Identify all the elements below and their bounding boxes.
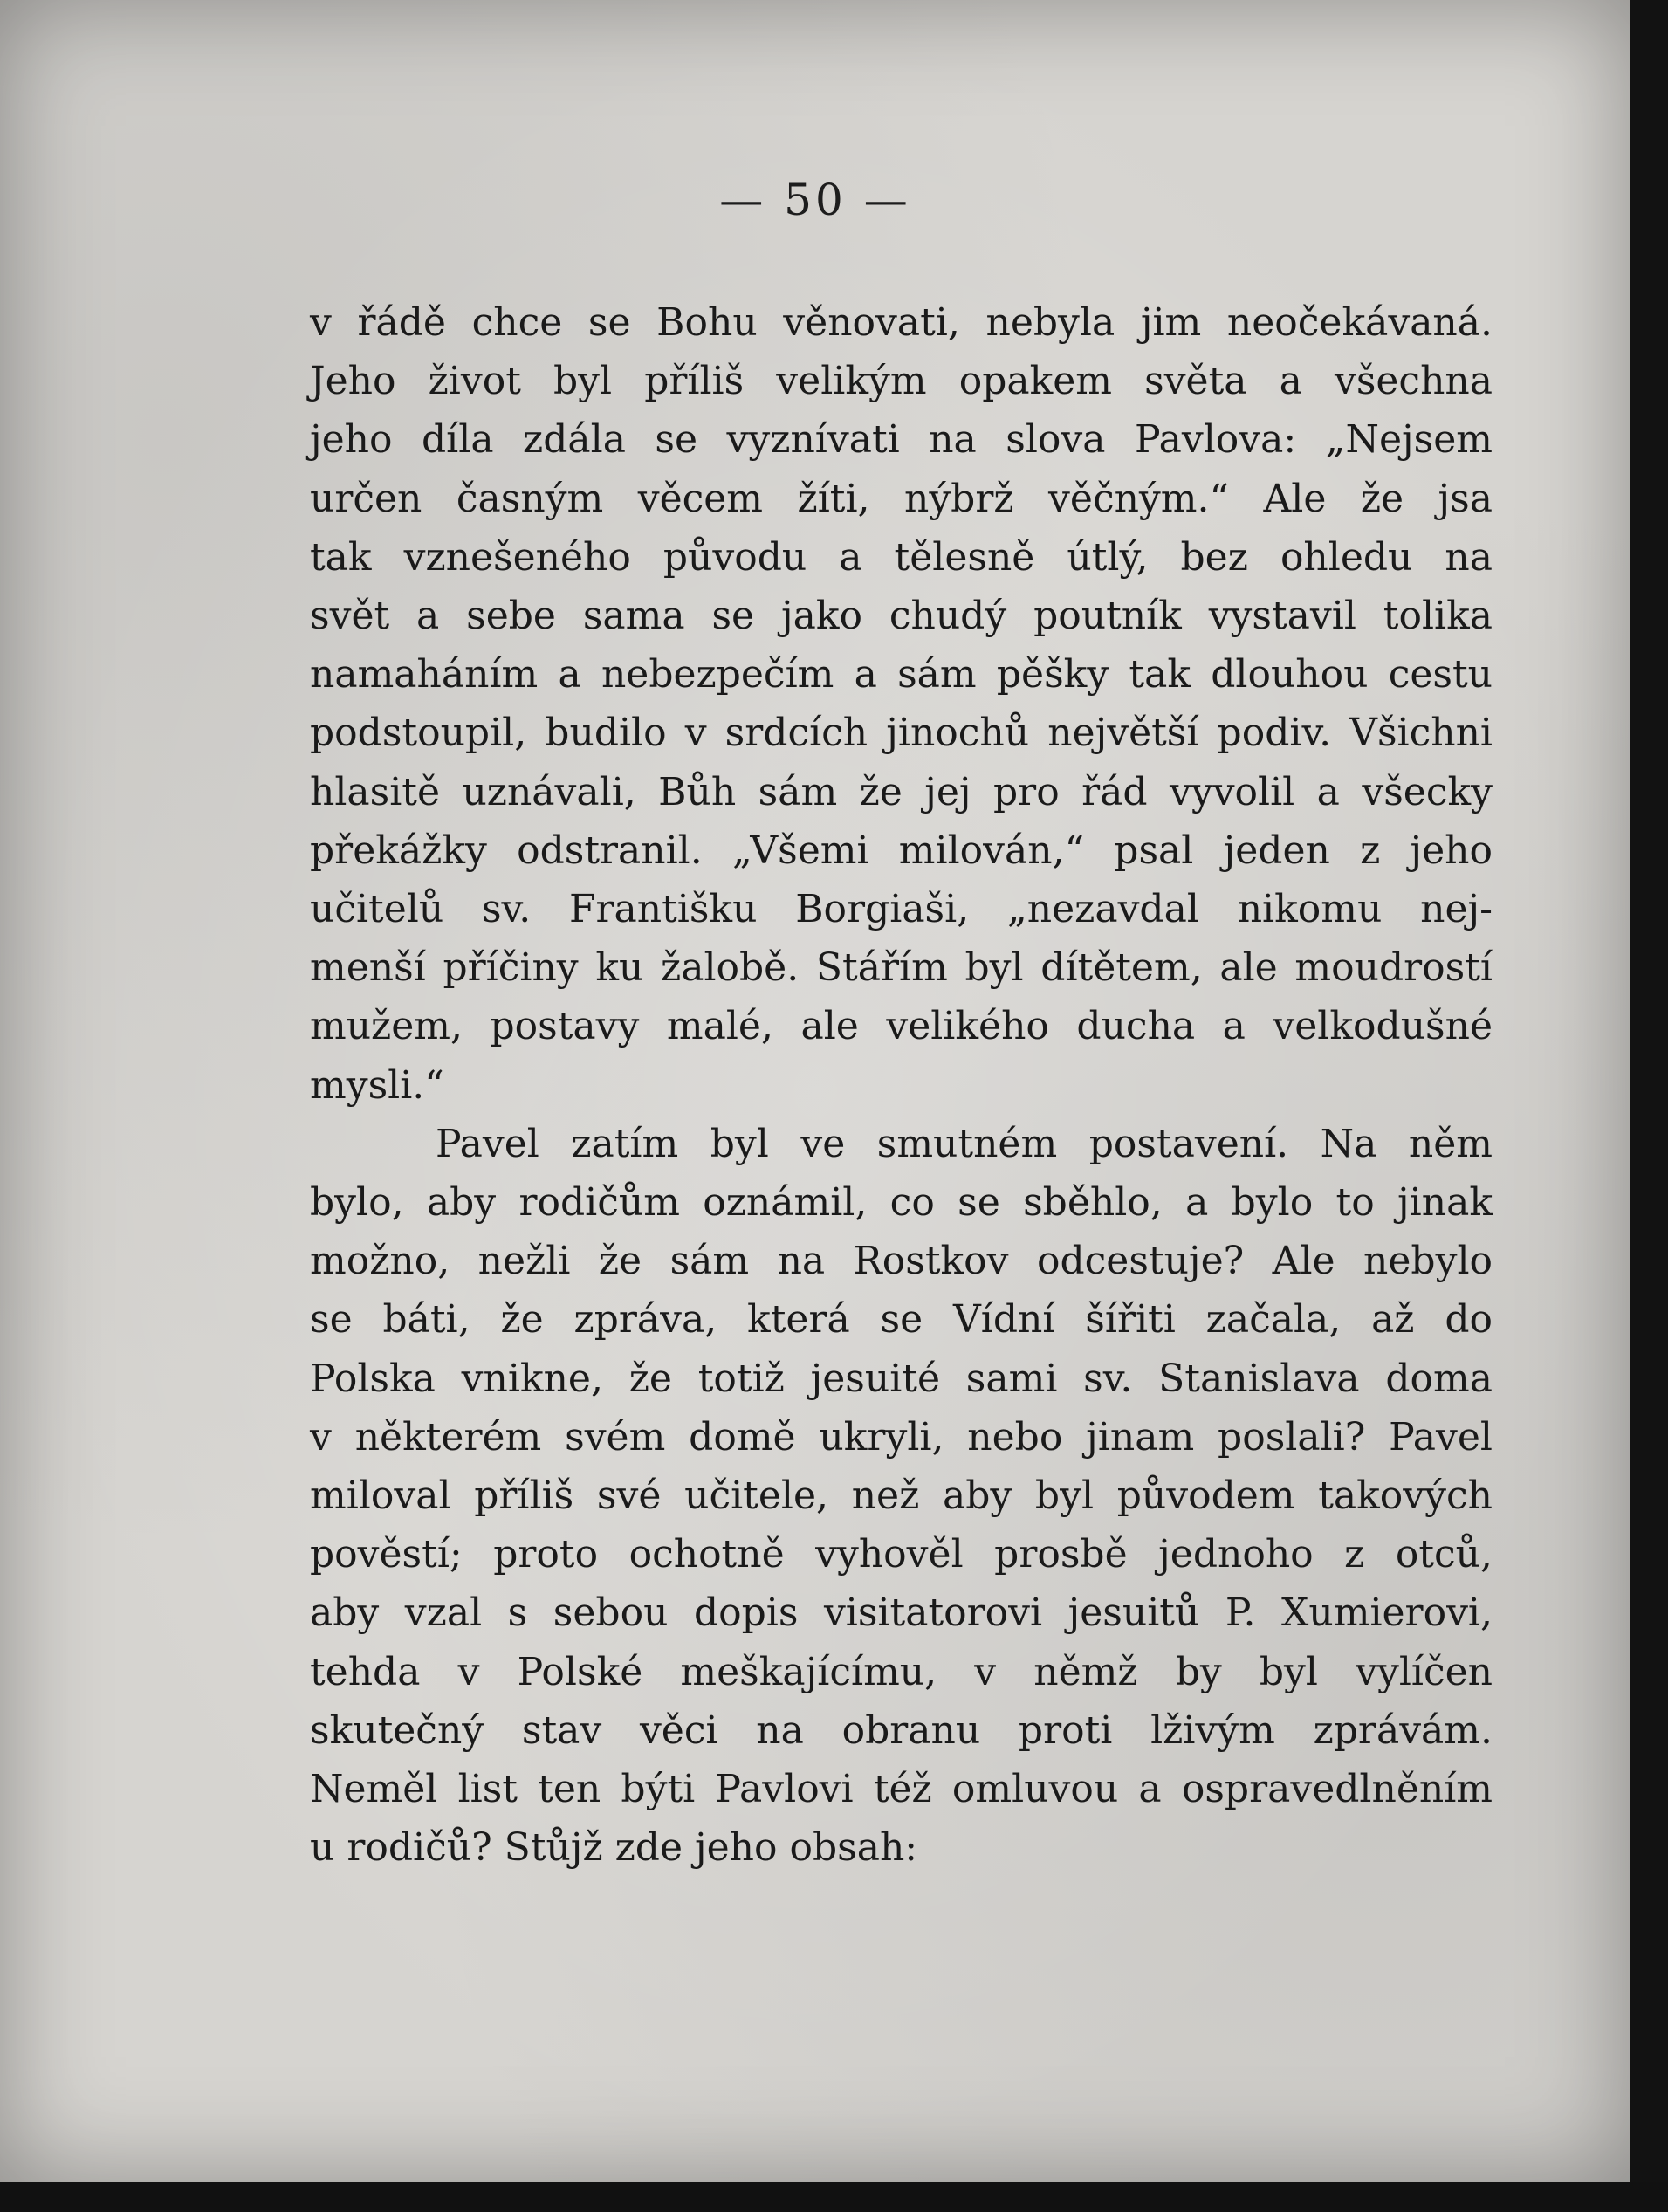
page-number: — 50 — xyxy=(719,175,911,225)
text-line: menší příčiny ku žalobě. Stářím byl dítětem, ale moudrostí xyxy=(310,945,1493,991)
text-line: v řádě chce se Bohu věnovati, nebyla jim neočekávaná. xyxy=(310,300,1493,345)
text-line: v některém svém domě ukryli, nebo jinam poslali? Pavel xyxy=(310,1414,1493,1460)
text-line: podstoupil, budilo v srdcích jinochů největší podiv. Všichni xyxy=(310,711,1493,756)
text-line: tak vznešeného původu a tělesně útlý, bez ohledu na xyxy=(310,534,1493,580)
text-line: Jeho život byl příliš velikým opakem světa a všechna xyxy=(310,359,1493,404)
text-line: svět a sebe sama se jako chudý poutník vystavil tolika xyxy=(310,594,1493,639)
text-line: miloval příliš své učitele, než aby byl původem takových xyxy=(310,1474,1493,1519)
text-line: se báti, že zpráva, která se Vídní šířiti začala, až do xyxy=(310,1297,1493,1343)
text-line: Polska vnikne, že totiž jesuité sami sv. Stanislava doma xyxy=(310,1356,1493,1401)
text-line-paragraph-start: Pavel zatím byl ve smutném postavení. Na něm xyxy=(436,1121,1493,1166)
text-line: bylo, aby rodičům oznámil, co se sběhlo, a bylo to jinak xyxy=(310,1180,1493,1226)
text-line: hlasitě uznávali, Bůh sám že jej pro řád vyvolil a všecky xyxy=(310,769,1493,814)
text-line: skutečný stav věci na obranu proti lživým zprávám. xyxy=(310,1707,1493,1753)
text-line: jeho díla zdála se vyznívati na slova Pavlova: „Nejsem xyxy=(310,417,1493,463)
text-line: mysli.“ xyxy=(310,1062,444,1108)
text-line: aby vzal s sebou dopis visitatorovi jesuitů P. Xumierovi, xyxy=(310,1590,1493,1636)
text-line: Neměl list ten býti Pavlovi též omluvou a ospravedlněním xyxy=(310,1767,1493,1812)
text-line: možno, nežli že sám na Rostkov odcestuje? Ale nebylo xyxy=(310,1239,1493,1284)
text-line: určen časným věcem žíti, nýbrž věčným.“ Ale že jsa xyxy=(310,476,1493,521)
text-line: namaháním a nebezpečím a sám pěšky tak dlouhou cestu xyxy=(310,652,1493,697)
text-line: mužem, postavy malé, ale velikého ducha a velkodušné xyxy=(310,1004,1493,1049)
text-line: překážky odstranil. „Všemi milován,“ psal jeden z jeho xyxy=(310,828,1493,873)
scan-border-bottom xyxy=(0,2182,1668,2212)
text-line: tehda v Polské meškajícímu, v němž by byl vylíčen xyxy=(310,1649,1493,1694)
scan-border-right xyxy=(1630,0,1668,2212)
text-line: u rodičů? Stůjž zde jeho obsah: xyxy=(310,1825,918,1871)
body-text xyxy=(310,293,1493,1877)
text-line: učitelů sv. Františku Borgiaši, „nezavdal nikomu nej- xyxy=(310,887,1493,932)
text-line: pověstí; proto ochotně vyhověl prosbě jednoho z otců, xyxy=(310,1532,1493,1577)
